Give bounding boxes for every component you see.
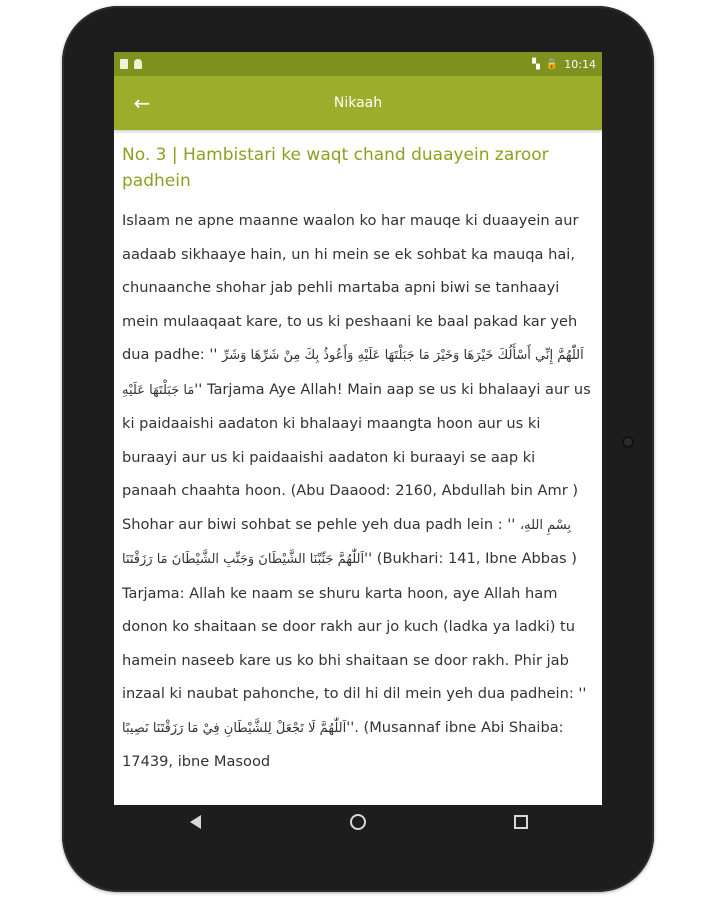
- sd-card-icon: [120, 59, 128, 69]
- nav-back-icon: [190, 815, 201, 829]
- arabic-dua: اَللّٰهُمَّ لَا تَجْعَلْ لِلشَّيْطَانِ فِيْ مَا رَزَقْتَنَا نَصِيبًا: [122, 720, 347, 736]
- nav-home-icon: [350, 814, 366, 830]
- navigation-bar: [114, 805, 602, 839]
- nav-recents-button[interactable]: [501, 805, 541, 839]
- back-button[interactable]: [114, 76, 170, 130]
- nav-recents-icon: [514, 815, 528, 829]
- status-time: 10:14: [564, 57, 596, 71]
- screen: [114, 52, 602, 805]
- body-text-segment: Islaam ne apne maanne waalon ko har mauqe ki duaayein aur aadaab sikhaaye hain, un hi mein se ek sohbat ka mauqa hai, chunaanche shohar jab pehli martaba apni biwi se tanhaayi mein mulaaqaat kare, to us ki peshaani ke baal pakad kar yeh dua padhe: '': [122, 212, 579, 363]
- tablet-frame: [62, 6, 654, 892]
- signal-icon: ▚: [532, 58, 540, 70]
- article-body: [122, 204, 594, 779]
- body-text-segment: ''. (Musannaf ibne Abi Shaiba: 17439, ibne Masood: [122, 718, 564, 770]
- arabic-dua: بِسْمِ اللهِ، اَللّٰهُمَّ جَنِّبْنَا الشَّيْطَانَ وَجَنِّبِ الشَّيْطَانَ مَا رَزَقْتَنَا: [122, 517, 571, 567]
- arrow-left-icon: ←: [133, 91, 151, 115]
- body-text-segment: '' Tarjama Aye Allah! Main aap se us ki bhalaayi aur us ki paidaaishi aadaton ki bhalaayi maangta hoon aur us ki buraayi aur us ki paidaaishi aadaton ki buraayi se aap ki panaah chaahta hoon. (Abu Daaood: 2160, Abdullah bin Amr ) Shohar aur biwi sohbat se pehle yeh dua padh lein : '': [122, 380, 591, 533]
- nav-home-button[interactable]: [338, 805, 378, 839]
- nav-back-button[interactable]: [175, 805, 215, 839]
- camera-dot: [622, 436, 634, 448]
- article-title: No. 3 | Hambistari ke waqt chand duaayein zaroor padhein: [122, 145, 549, 191]
- page-title: Nikaah: [333, 95, 383, 111]
- android-icon: [134, 59, 142, 69]
- lock-icon: 🔒: [545, 58, 559, 70]
- article-content: [114, 130, 602, 779]
- arabic-dua: اَللّٰهُمَّ إِنِّي أَسْأَلُكَ خَيْرَهَا وَخَيْرَ مَا جَبَلْتَهَا عَلَيْهِ وَأَعُوذُ بِكَ مِنْ شَرِّهَا وَشَرِّ مَا جَبَلْتَهَا عَلَيْهِ: [122, 348, 584, 398]
- status-bar: [114, 52, 602, 76]
- body-text-segment: '' (Bukhari: 141, Ibne Abbas ) Tarjama: Allah ke naam se shuru karta hoon, aye Allah ham donon ko shaitaan se door rakh aur jo kuch (ladka ya ladki) tu hamein naseeb kare us ko bhi shaitaan se door rakh. Phir jab inzaal ki naubat pahonche, to dil hi dil mein yeh dua padhein: '': [122, 550, 587, 702]
- app-bar: [114, 76, 602, 130]
